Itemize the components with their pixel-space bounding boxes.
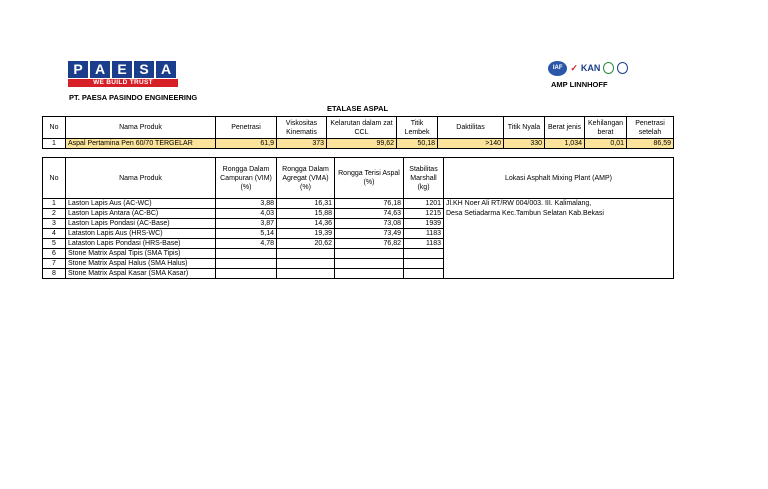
cell-vma: 19,39 [277,229,335,239]
cell-no: 3 [43,219,66,229]
cell-vim: 5,14 [216,229,277,239]
checkmark-icon: ✓ [570,62,578,73]
cell-vfa [335,249,404,259]
cell-vfa [335,259,404,269]
cell-product: Laston Lapis Pondasi (AC-Base) [66,219,216,229]
cell-no: 6 [43,249,66,259]
column-header: Penetrasi setelah [627,117,674,139]
column-header: Daktilitas [438,117,504,139]
logo-letter: A [90,61,110,78]
amp-name: AMP LINNHOFF [551,80,608,89]
cell-vfa: 73,49 [335,229,404,239]
cell-vfa: 76,18 [335,199,404,209]
cell-no: 4 [43,229,66,239]
cell-product: Stone Matrix Aspal Tipis (SMA Tipis) [66,249,216,259]
cell-stability: 1183 [404,229,444,239]
cell-product: Aspal Pertamina Pen 60/70 TERGELAR [66,139,216,149]
cell-titik-lembek: 50,18 [397,139,438,149]
cell-vma: 20,62 [277,239,335,249]
logo-letter: E [112,61,132,78]
column-header: No [43,117,66,139]
column-header: Berat jenis [545,117,585,139]
asphalt-mix-table [42,157,674,279]
cell-product: Laston Lapis Antara (AC-BC) [66,209,216,219]
column-header: Viskositas Kinematis [277,117,327,139]
cell-product: Lataston Lapis Pondasi (HRS-Base) [66,239,216,249]
cell-stability [404,269,444,279]
column-header: No [43,158,66,199]
cell-berat-jenis: 1,034 [545,139,585,149]
cell-stability: 1183 [404,239,444,249]
column-header: Penetrasi [216,117,277,139]
amp-location-cell [444,199,674,279]
document-title: ETALASE ASPAL [327,104,389,113]
logo-letter: P [68,61,88,78]
column-header: Lokasi Asphalt Mixing Plant (AMP) [444,158,674,199]
column-header: Rongga Terisi Aspal (%) [335,158,404,199]
cell-vim: 3,88 [216,199,277,209]
logo-letter: A [156,61,176,78]
cell-product: Stone Matrix Aspal Kasar (SMA Kasar) [66,269,216,279]
column-header: Nama Produk [66,158,216,199]
cell-stability: 1215 [404,209,444,219]
cell-vma [277,269,335,279]
cell-product: Stone Matrix Aspal Halus (SMA Halus) [66,259,216,269]
cell-stability: 1939 [404,219,444,229]
asphalt-properties-table [42,116,674,149]
cell-vma [277,249,335,259]
cell-daktilitas: >140 [438,139,504,149]
cell-vfa [335,269,404,279]
iaf-logo: IAF [548,61,567,76]
logo-letter: S [134,61,154,78]
cell-no: 5 [43,239,66,249]
cell-no: 7 [43,259,66,269]
column-header: Rongga Dalam Agregat (VMA) (%) [277,158,335,199]
cell-product: Laston Lapis Aus (AC-WC) [66,199,216,209]
cell-no: 8 [43,269,66,279]
table-header-row [43,117,674,139]
cell-vma [277,259,335,269]
cell-stability [404,249,444,259]
cell-vim: 3,87 [216,219,277,229]
amp-location-line: Jl.KH Noer Ali RT/RW 004/003. III. Kalimalang, [446,200,592,207]
seal-icon [617,62,628,74]
table-row [43,199,674,209]
cell-vim [216,269,277,279]
paesa-logo [68,61,178,91]
column-header: Kelarutan dalam zat CCL [327,117,397,139]
column-header: Titik Nyala [504,117,545,139]
cell-vim [216,259,277,269]
kan-logo: KAN [580,63,601,73]
cell-vma: 14,36 [277,219,335,229]
cell-kehilangan: 0,01 [585,139,627,149]
cell-vim: 4,78 [216,239,277,249]
table-header-row [43,158,674,199]
cell-no: 2 [43,209,66,219]
certification-logos [548,57,628,79]
cell-vma: 16,31 [277,199,335,209]
cell-vim: 4,03 [216,209,277,219]
cell-vim [216,249,277,259]
seal-icon [603,62,614,74]
cell-product: Lataston Lapis Aus (HRS-WC) [66,229,216,239]
column-header: Stabilitas Marshall (kg) [404,158,444,199]
cell-vma: 15,88 [277,209,335,219]
column-header: Rongga Dalam Campuran (VIM) (%) [216,158,277,199]
cell-stability: 1201 [404,199,444,209]
cell-no: 1 [43,199,66,209]
cell-vfa: 73,08 [335,219,404,229]
amp-location-line: Desa Setiadarma Kec.Tambun Selatan Kab.Bekasi [446,210,604,217]
cell-penetrasi-setelah: 86,59 [627,139,674,149]
cell-viskositas: 373 [277,139,327,149]
company-name: PT. PAESA PASINDO ENGINEERING [69,93,198,102]
logo-tagline: WE BUILD TRUST [68,79,178,87]
cell-no: 1 [43,139,66,149]
cell-vfa: 74,63 [335,209,404,219]
cell-titik-nyala: 330 [504,139,545,149]
cell-kelarutan: 99,62 [327,139,397,149]
column-header: Titik Lembek [397,117,438,139]
column-header: Kehilangan berat [585,117,627,139]
column-header: Nama Produk [66,117,216,139]
cell-vfa: 76,82 [335,239,404,249]
cell-penetrasi: 61,9 [216,139,277,149]
cell-stability [404,259,444,269]
table-row [43,139,674,149]
